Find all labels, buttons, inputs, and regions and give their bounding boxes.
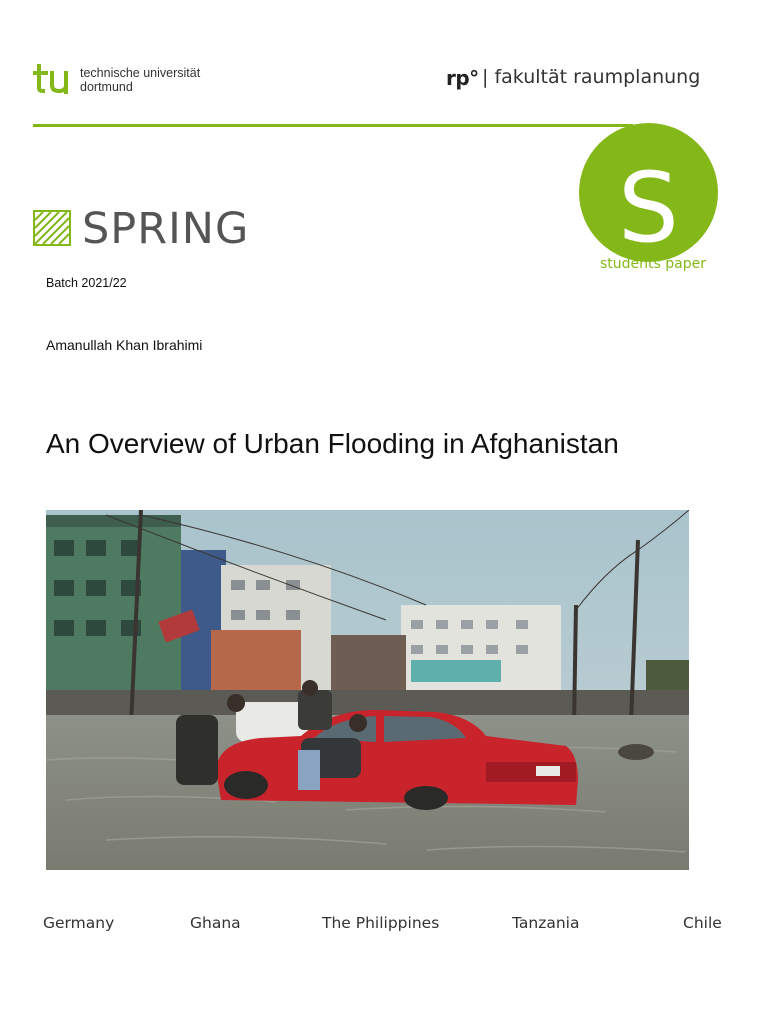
country-tanzania: Tanzania (512, 914, 580, 932)
document-title: An Overview of Urban Flooding in Afghanistan (46, 428, 619, 459)
flood-street-photo (46, 510, 689, 870)
rp-logo: rp° (446, 66, 479, 90)
country-ghana: Ghana (190, 914, 241, 932)
country-philippines: The Philippines (322, 914, 440, 932)
faculty-name: | fakultät raumplanung (482, 66, 701, 88)
country-chile: Chile (683, 914, 722, 932)
series-name: SPRING (82, 204, 250, 254)
batch-label: Batch 2021/22 (46, 276, 127, 290)
header-rule (33, 124, 633, 127)
university-name (80, 66, 200, 94)
university-name-line-2: dortmund (80, 80, 133, 94)
spring-icon (33, 210, 71, 246)
university-name-line-1: technische universität (80, 66, 201, 80)
author-name: Amanullah Khan Ibrahimi (46, 337, 203, 353)
country-germany: Germany (43, 914, 115, 932)
students-paper-badge (579, 123, 718, 262)
badge-letter: S (618, 152, 679, 262)
tu-dortmund-logo (33, 64, 75, 94)
badge-caption: students paper (600, 256, 706, 272)
